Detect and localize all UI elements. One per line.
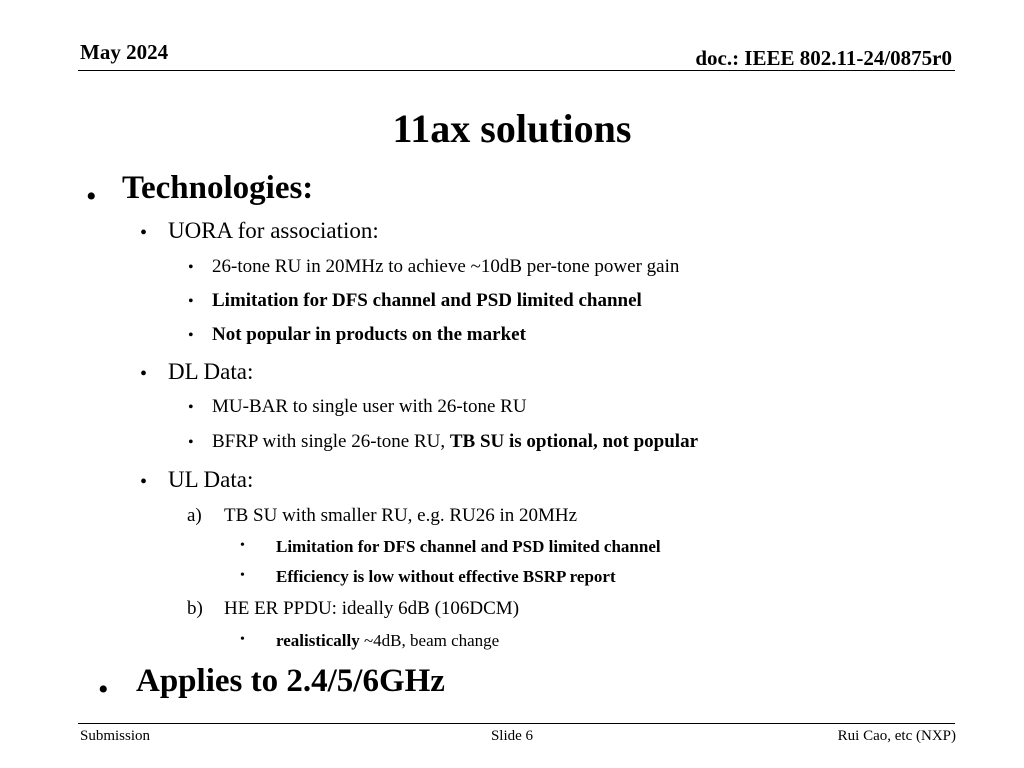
footer-author: Rui Cao, etc (NXP) bbox=[837, 728, 956, 744]
bullet-dl-2-bold: TB SU is optional, not popular bbox=[449, 431, 699, 452]
bullet-marker: • bbox=[140, 363, 148, 385]
bullet-ul-b-1-plain: ~4dB, beam change bbox=[359, 631, 500, 650]
bullet-marker: • bbox=[98, 673, 109, 706]
bullet-ul-b: HE ER PPDU: ideally 6dB (106DCM) bbox=[224, 598, 520, 619]
bullet-dl: DL Data: bbox=[168, 359, 254, 384]
bullet-marker: • bbox=[188, 434, 194, 451]
bullet-uora-2: Limitation for DFS channel and PSD limited channel bbox=[212, 290, 642, 311]
footer-divider bbox=[78, 723, 955, 724]
bullet-dl-1: MU-BAR to single user with 26-tone RU bbox=[212, 396, 527, 417]
bullet-ul-b-1 bbox=[276, 631, 499, 651]
bullet-marker: • bbox=[240, 568, 245, 583]
bullet-ul-a: TB SU with smaller RU, e.g. RU26 in 20MHz bbox=[224, 505, 578, 526]
bullet-marker: • bbox=[188, 293, 194, 310]
bullet-dl-2 bbox=[212, 431, 698, 453]
bullet-dl-2-plain: BFRP with single 26-tone RU, bbox=[212, 431, 450, 452]
bullet-marker: • bbox=[188, 399, 194, 416]
bullet-uora-1: 26-tone RU in 20MHz to achieve ~10dB per-tone power gain bbox=[212, 256, 680, 277]
bullet-marker: • bbox=[240, 538, 245, 553]
bullet-ul: UL Data: bbox=[168, 467, 254, 492]
bullet-marker: • bbox=[188, 327, 194, 344]
list-marker-a: a) bbox=[187, 505, 202, 526]
bullet-ul-b-1-bold: realistically bbox=[276, 631, 360, 650]
bullet-ul-a-2: Efficiency is low without effective BSRP report bbox=[276, 567, 616, 586]
header-doc-id: doc.: IEEE 802.11-24/0875r0 bbox=[695, 46, 952, 70]
bullet-marker: • bbox=[86, 180, 97, 213]
header-divider bbox=[78, 70, 955, 71]
header-date: May 2024 bbox=[80, 40, 169, 64]
bullet-ul-a-1: Limitation for DFS channel and PSD limited channel bbox=[276, 537, 661, 556]
bullet-technologies: Technologies: bbox=[122, 170, 314, 206]
bullet-marker: • bbox=[140, 222, 148, 244]
bullet-uora: UORA for association: bbox=[168, 218, 379, 243]
bullet-marker: • bbox=[240, 632, 245, 647]
bullet-marker: • bbox=[140, 471, 148, 493]
bullet-applies: Applies to 2.4/5/6GHz bbox=[136, 663, 445, 699]
footer-submission: Submission bbox=[80, 728, 151, 744]
list-marker-b: b) bbox=[187, 598, 203, 619]
bullet-marker: • bbox=[188, 259, 194, 276]
slide-title: 11ax solutions bbox=[392, 106, 632, 151]
footer-slide-number: Slide 6 bbox=[490, 728, 534, 744]
bullet-uora-3: Not popular in products on the market bbox=[212, 324, 526, 345]
